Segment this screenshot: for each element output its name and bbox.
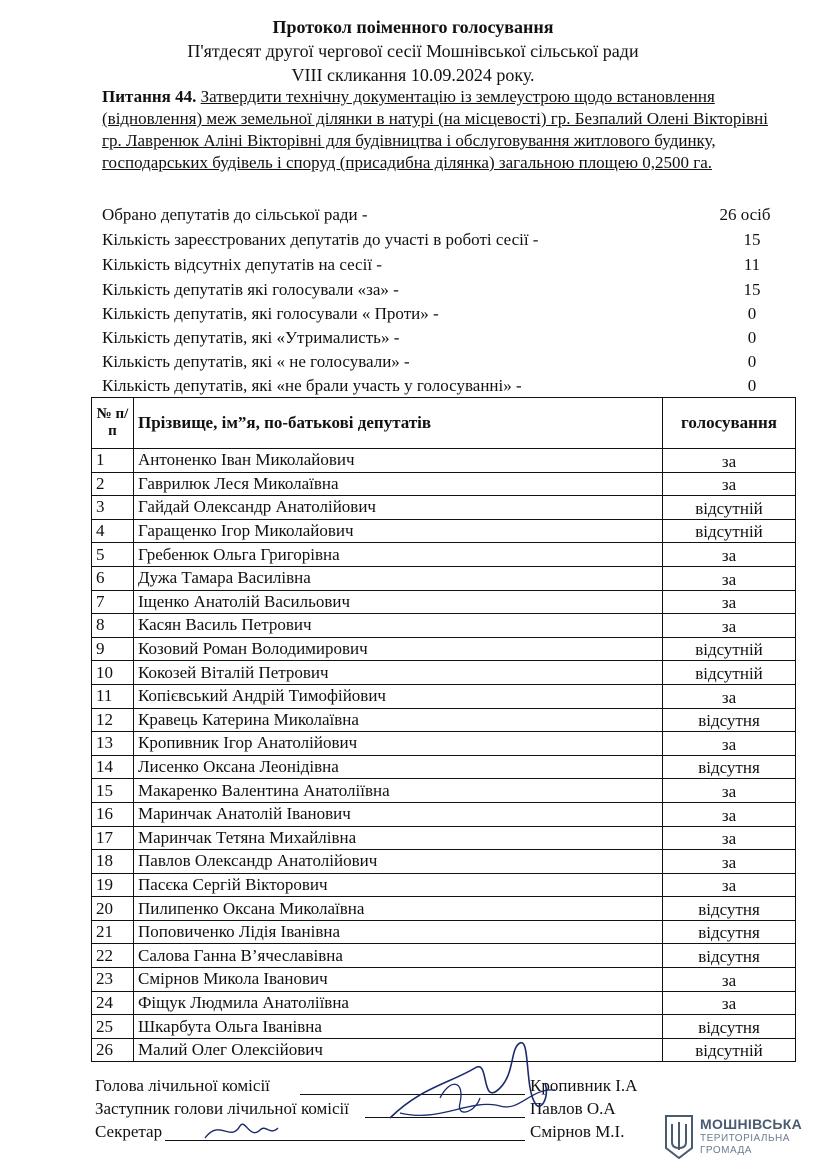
table-row — [92, 496, 796, 520]
table-row — [92, 472, 796, 496]
header-num: № п/п — [92, 398, 134, 449]
document-title: Протокол поіменного голосування — [272, 17, 554, 37]
stat-value: 11 — [743, 255, 761, 274]
stat-label: Кількість депутатів які голосували «за» - — [102, 280, 399, 299]
table-row — [92, 708, 796, 732]
cell-name: Шкарбута Ольга Іванівна — [134, 1015, 663, 1039]
cell-vote: відсутня — [663, 755, 796, 779]
cell-name: Іщенко Анатолій Васильович — [134, 590, 663, 614]
stat-value: 0 — [747, 352, 757, 371]
question-number: Питання 44. — [102, 87, 197, 106]
cell-name: Маринчак Тетяна Михайлівна — [134, 826, 663, 850]
cell-vote: відсутня — [663, 708, 796, 732]
trident-icon — [664, 1114, 694, 1160]
table-header-row — [92, 398, 796, 449]
cell-vote: за — [663, 590, 796, 614]
stat-value: 0 — [747, 328, 757, 347]
signature-name: Смірнов М.І. — [530, 1122, 625, 1141]
header-vote: голосування — [663, 398, 796, 449]
cell-vote: відсутній — [663, 519, 796, 543]
table-body — [92, 449, 796, 1062]
table-row — [92, 991, 796, 1015]
cell-vote: відсутня — [663, 897, 796, 921]
cell-vote: відсутній — [663, 661, 796, 685]
signature-role: Секретар — [95, 1122, 163, 1141]
handwritten-signature-icon — [380, 1028, 560, 1138]
table-row — [92, 684, 796, 708]
cell-number: 1 — [92, 449, 134, 473]
cell-number: 11 — [92, 684, 134, 708]
cell-name: Гаращенко Ігор Миколайович — [134, 519, 663, 543]
cell-number: 24 — [92, 991, 134, 1015]
cell-vote: за — [663, 779, 796, 803]
cell-name: Гайдай Олександр Анатолійович — [134, 496, 663, 520]
table-row — [92, 944, 796, 968]
cell-vote: за — [663, 614, 796, 638]
cell-name: Павлов Олександр Анатолійович — [134, 850, 663, 874]
secretary-signature-icon — [200, 1108, 280, 1148]
cell-name: Пилипенко Оксана Миколаївна — [134, 897, 663, 921]
cell-vote: за — [663, 449, 796, 473]
cell-number: 7 — [92, 590, 134, 614]
cell-name: Козовий Роман Володимирович — [134, 637, 663, 661]
stat-label: Кількість зареєстрованих депутатів до участі в роботі сесії - — [102, 230, 539, 249]
cell-name: Фіщук Людмила Анатоліївна — [134, 991, 663, 1015]
cell-vote: за — [663, 802, 796, 826]
stat-label: Кількість депутатів, які «не брали участь у голосуванні» - — [102, 376, 522, 395]
table-row — [92, 968, 796, 992]
cell-vote: за — [663, 472, 796, 496]
cell-number: 2 — [92, 472, 134, 496]
cell-number: 21 — [92, 920, 134, 944]
cell-name: Гаврилюк Леся Миколаївна — [134, 472, 663, 496]
cell-name: Дужа Тамара Василівна — [134, 566, 663, 590]
cell-name: Поповиченко Лідія Іванівна — [134, 920, 663, 944]
cell-name: Кравець Катерина Миколаївна — [134, 708, 663, 732]
signature-role: Заступник голови лічильної комісії — [95, 1099, 350, 1118]
stat-value: 15 — [743, 230, 761, 249]
table-row — [92, 850, 796, 874]
cell-vote: за — [663, 850, 796, 874]
cell-name: Смірнов Микола Іванович — [134, 968, 663, 992]
question-text: Затвердити технічну документацію із землеустрою щодо встановлення (відновлення) меж земельної ділянки в натурі (на місцевості) гр. Безпалий Олені Вікторівні гр. Лавренюк Аліні Вікторівні для будівництва і обслуговування житлового будинку, господарських будівель і споруд (присадибна ділянка) загальною площею 0,2500 га. — [102, 87, 768, 172]
table-row — [92, 873, 796, 897]
table-row — [92, 897, 796, 921]
cell-vote: відсутня — [663, 944, 796, 968]
cell-number: 17 — [92, 826, 134, 850]
table-row — [92, 755, 796, 779]
signature-name: Павлов О.А — [530, 1099, 616, 1118]
stat-label: Кількість депутатів, які голосували « Проти» - — [102, 304, 439, 323]
votes-table — [91, 397, 796, 1062]
cell-name: Кропивник Ігор Анатолійович — [134, 732, 663, 756]
stat-value: 15 — [743, 280, 761, 299]
stat-abstained — [102, 328, 782, 352]
table-row — [92, 920, 796, 944]
logo-text-line3: ГРОМАДА — [700, 1145, 752, 1156]
cell-vote: відсутній — [663, 1038, 796, 1062]
cell-name: Пасєка Сергій Вікторович — [134, 873, 663, 897]
session-name: П'ятдесят другої чергової сесії Мошнівської сільської ради — [187, 41, 639, 61]
cell-number: 10 — [92, 661, 134, 685]
cell-number: 25 — [92, 1015, 134, 1039]
stat-value: 0 — [747, 376, 757, 395]
table-row — [92, 637, 796, 661]
cell-number: 12 — [92, 708, 134, 732]
table-row — [92, 566, 796, 590]
cell-number: 26 — [92, 1038, 134, 1062]
table-row — [92, 779, 796, 803]
logo-text-line2: ТЕРИТОРІАЛЬНА — [700, 1133, 790, 1144]
cell-number: 5 — [92, 543, 134, 567]
cell-name: Кокозей Віталій Петрович — [134, 661, 663, 685]
cell-number: 6 — [92, 566, 134, 590]
cell-vote: за — [663, 873, 796, 897]
table-row — [92, 732, 796, 756]
table-row — [92, 661, 796, 685]
cell-number: 23 — [92, 968, 134, 992]
cell-number: 15 — [92, 779, 134, 803]
cell-number: 22 — [92, 944, 134, 968]
cell-number: 8 — [92, 614, 134, 638]
stat-value: 26 осіб — [719, 205, 771, 224]
cell-name: Антоненко Іван Миколайович — [134, 449, 663, 473]
stat-value: 0 — [747, 304, 757, 323]
stat-against — [102, 304, 782, 328]
stat-label: Кількість відсутніх депутатів на сесії - — [102, 255, 382, 274]
stat-label: Кількість депутатів, які « не голосували» - — [102, 352, 410, 371]
cell-name: Салова Ганна В’ячеславівна — [134, 944, 663, 968]
signature-name: Кропивник І.А — [530, 1076, 638, 1095]
cell-vote: відсутня — [663, 920, 796, 944]
cell-number: 16 — [92, 802, 134, 826]
stat-not-voted — [102, 352, 782, 376]
cell-name: Гребенюк Ольга Григорівна — [134, 543, 663, 567]
stat-registered — [102, 230, 782, 254]
question-block — [102, 86, 782, 174]
stat-elected — [102, 205, 782, 229]
cell-number: 4 — [92, 519, 134, 543]
table-row — [92, 590, 796, 614]
cell-vote: відсутній — [663, 496, 796, 520]
table-row — [92, 802, 796, 826]
cell-number: 14 — [92, 755, 134, 779]
cell-number: 18 — [92, 850, 134, 874]
cell-vote: за — [663, 826, 796, 850]
table-row — [92, 543, 796, 567]
stat-label: Кількість депутатів, які «Утрималисть» - — [102, 328, 400, 347]
cell-number: 3 — [92, 496, 134, 520]
table-row — [92, 449, 796, 473]
logo-text-line1: МОШНІВСЬКА — [700, 1116, 803, 1132]
cell-vote: за — [663, 543, 796, 567]
cell-vote: відсутня — [663, 1015, 796, 1039]
cell-number: 19 — [92, 873, 134, 897]
community-logo — [664, 1114, 814, 1164]
cell-name: Малий Олег Олексійович — [134, 1038, 663, 1062]
header-name: Прізвище, ім”я, по-батькові депутатів — [134, 398, 663, 449]
cell-vote: за — [663, 968, 796, 992]
cell-number: 9 — [92, 637, 134, 661]
cell-number: 13 — [92, 732, 134, 756]
signature-role: Голова лічильної комісії — [95, 1076, 270, 1095]
cell-name: Лисенко Оксана Леонідівна — [134, 755, 663, 779]
table-row — [92, 614, 796, 638]
stat-label: Обрано депутатів до сільської ради - — [102, 205, 368, 224]
cell-vote: за — [663, 991, 796, 1015]
stat-for — [102, 280, 782, 304]
cell-vote: відсутній — [663, 637, 796, 661]
cell-vote: за — [663, 684, 796, 708]
table-row — [92, 519, 796, 543]
table-row — [92, 826, 796, 850]
cell-name: Маринчак Анатолій Іванович — [134, 802, 663, 826]
session-date: VIII скликання 10.09.2024 року. — [291, 65, 535, 85]
stat-absent — [102, 255, 782, 279]
cell-number: 20 — [92, 897, 134, 921]
cell-name: Макаренко Валентина Анатоліївна — [134, 779, 663, 803]
cell-name: Касян Василь Петрович — [134, 614, 663, 638]
cell-vote: за — [663, 566, 796, 590]
cell-vote: за — [663, 732, 796, 756]
cell-name: Копієвський Андрій Тимофійович — [134, 684, 663, 708]
